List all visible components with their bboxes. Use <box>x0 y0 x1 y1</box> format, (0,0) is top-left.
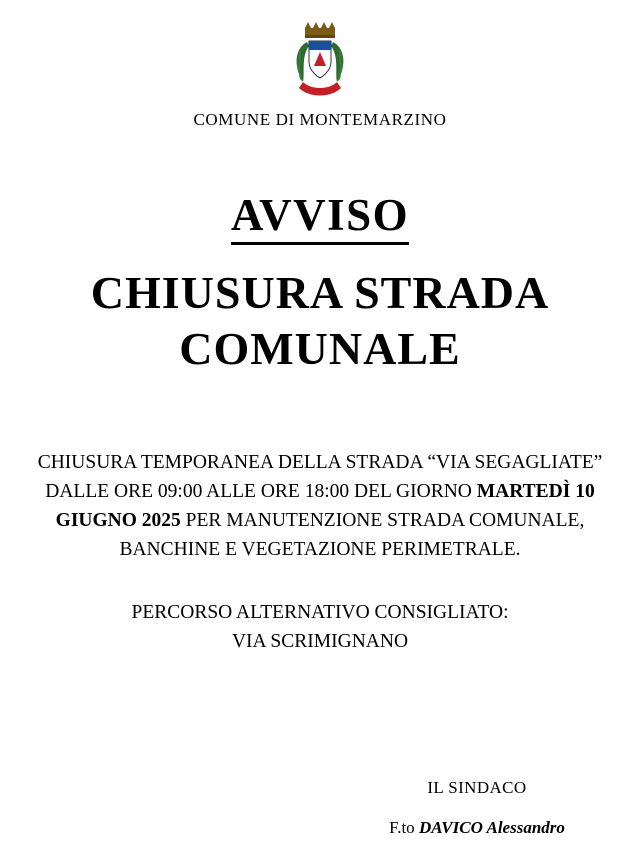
notice-heading <box>0 192 640 239</box>
page-title-line1: CHIUSURA STRADA <box>90 267 550 319</box>
signature-name-row <box>362 818 592 838</box>
notice-date: MARTEDÌ 10 GIUGNO 2025 <box>55 481 595 532</box>
signature-block <box>362 778 592 838</box>
notice-body-part1: CHIUSURA TEMPORANEA DELLA STRADA “VIA SEGAGLIATE” DALLE ORE 09:00 ALLE ORE 18:00 DEL GIORNO <box>37 452 603 503</box>
crest-container <box>0 0 640 100</box>
alternative-route <box>0 599 640 657</box>
page-title-line2: COMUNALE <box>179 323 461 375</box>
municipality-name: COMUNE DI MONTEMARZINO <box>193 110 447 129</box>
notice-heading-text: AVVISO <box>231 190 409 245</box>
signature-name: DAVICO Alessandro <box>418 818 565 837</box>
signature-role: IL SINDACO <box>427 778 527 797</box>
notice-body-part2: PER MANUTENZIONE STRADA COMUNALE, BANCHINE E VEGETAZIONE PERIMETRALE. <box>119 510 585 561</box>
alternative-route-label: PERCORSO ALTERNATIVO CONSIGLIATO: <box>131 601 509 623</box>
signature-prefix: F.to <box>389 818 419 837</box>
page-title <box>0 265 640 377</box>
coat-of-arms-icon <box>287 22 353 100</box>
notice-body <box>0 449 640 564</box>
alternative-route-value: VIA SCRIMIGNANO <box>231 630 409 652</box>
